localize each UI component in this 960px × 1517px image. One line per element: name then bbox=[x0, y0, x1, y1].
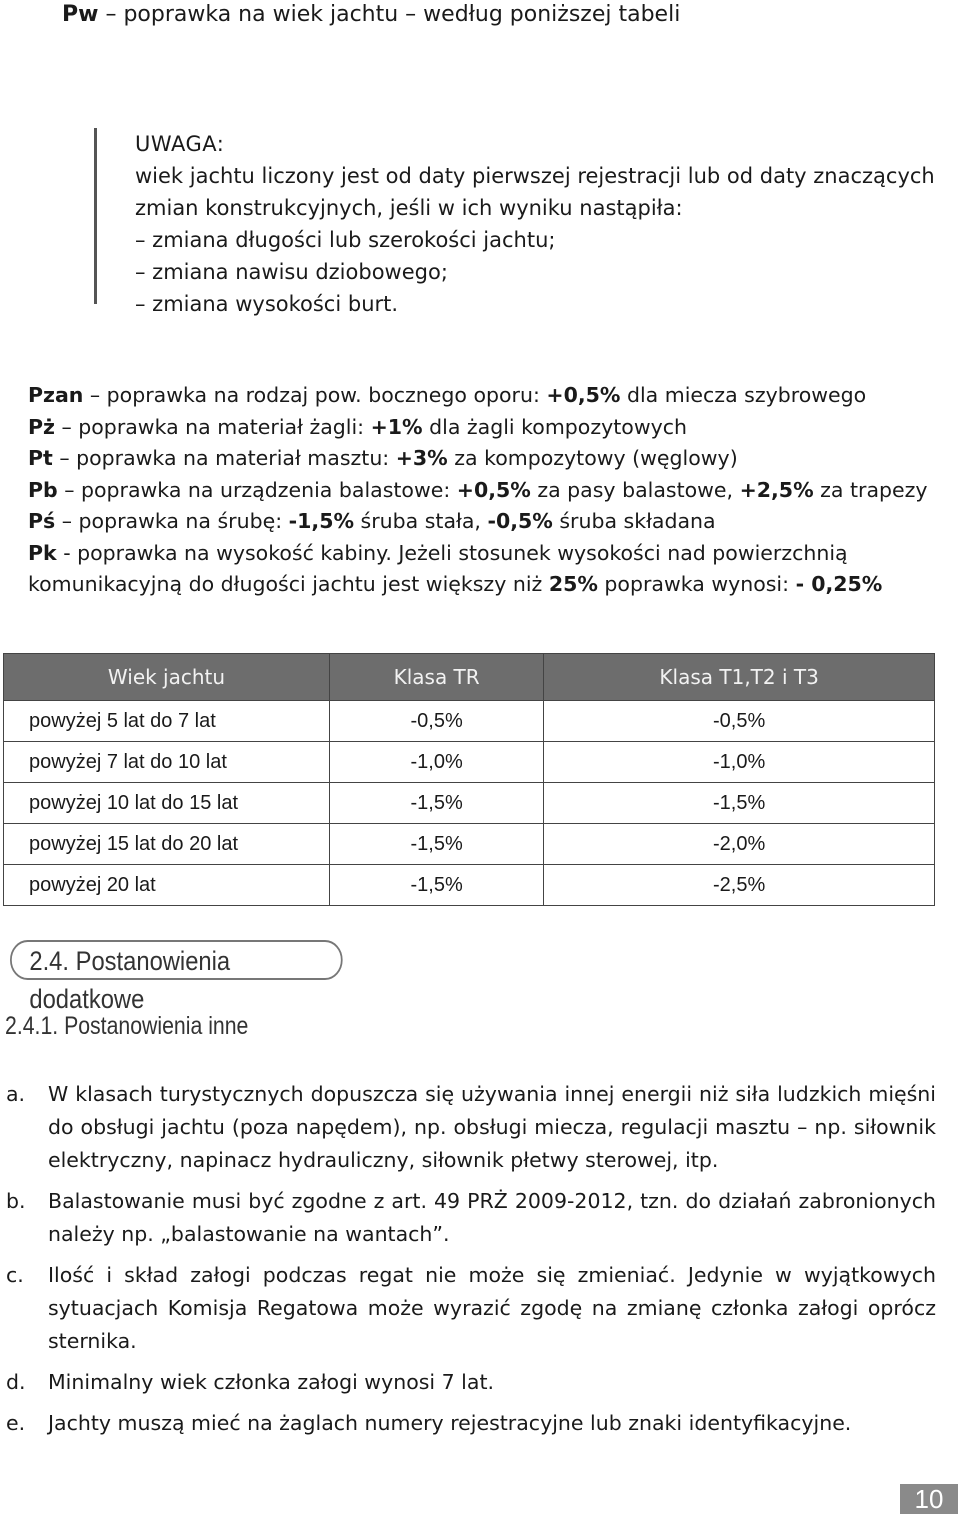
page-number: 10 bbox=[900, 1484, 958, 1514]
definition-code: Pt bbox=[28, 446, 53, 470]
note-line: – zmiana nawisu dziobowego; bbox=[135, 260, 448, 284]
definition-text: za pasy balastowe, bbox=[530, 477, 740, 502]
table-cell-age: powyżej 15 lat do 20 lat bbox=[4, 824, 330, 865]
definition-row bbox=[28, 412, 953, 444]
age-correction-heading bbox=[62, 0, 680, 30]
definition-text: – poprawka na rodzaj pow. bocznego oporu: bbox=[83, 383, 547, 407]
list-letter: d. bbox=[6, 1370, 26, 1394]
age-correction-table bbox=[3, 653, 935, 906]
list-text: Balastowanie musi być zgodne z art. 49 PRŻ 2009-2012, tzn. do działań zabronionych należy np. „balastowanie na wantach”. bbox=[48, 1189, 936, 1246]
table-row bbox=[4, 865, 935, 906]
note-line: – zmiana długości lub szerokości jachtu; bbox=[135, 228, 556, 252]
list-letter: e. bbox=[6, 1411, 26, 1435]
table-cell-age: powyżej 7 lat do 10 lat bbox=[4, 742, 330, 783]
table-cell-tr: -0,5% bbox=[330, 701, 544, 742]
definition-value: +2,5% bbox=[739, 477, 814, 502]
list-letter: a. bbox=[6, 1082, 26, 1106]
note-line: zmian konstrukcyjnych, jeśli w ich wyniku nastąpiła: bbox=[135, 196, 683, 220]
definition-text: śruba stała, bbox=[354, 509, 488, 533]
definition-value: +3% bbox=[395, 446, 448, 470]
table-row bbox=[4, 701, 935, 742]
definition-code: Pzan bbox=[28, 383, 84, 407]
list-text: Ilość i skład załogi podczas regat nie może się zmieniać. Jedynie w wyjątkowych sytuacjach Komisja Regatowa może wyrazić zgodę na zmianę członka załogi oprócz sternika. bbox=[48, 1263, 936, 1353]
list-letter: c. bbox=[6, 1263, 24, 1287]
note-title: UWAGA: bbox=[135, 132, 225, 156]
definition-text: za trapezy bbox=[813, 477, 928, 502]
provisions-list bbox=[6, 1078, 936, 1448]
definition-row bbox=[28, 380, 953, 412]
definition-text: - poprawka na wysokość kabiny. Jeżeli stosunek wysokości nad powierzchnią bbox=[56, 540, 848, 565]
table-cell-age: powyżej 20 lat bbox=[4, 865, 330, 906]
list-item bbox=[6, 1366, 936, 1399]
table-header-row bbox=[4, 654, 935, 701]
definition-row bbox=[28, 506, 953, 538]
definition-value: -1,5% bbox=[288, 509, 355, 533]
definition-text: za kompozytowy (węglowy) bbox=[447, 446, 738, 470]
list-letter: b. bbox=[6, 1189, 26, 1213]
definition-text: komunikacyjną do długości jachtu jest większy niż bbox=[28, 572, 549, 596]
definition-value: 25% bbox=[548, 572, 598, 596]
note-block bbox=[135, 128, 950, 320]
definition-code: Pb bbox=[28, 477, 58, 502]
table-cell-age: powyżej 5 lat do 7 lat bbox=[4, 701, 330, 742]
table-cell-age: powyżej 10 lat do 15 lat bbox=[4, 783, 330, 824]
list-text: Minimalny wiek członka załogi wynosi 7 lat. bbox=[48, 1370, 494, 1394]
table-row bbox=[4, 742, 935, 783]
definition-text: poprawka wynosi: bbox=[597, 572, 796, 596]
definition-code: Pk bbox=[28, 540, 57, 565]
list-item bbox=[6, 1185, 936, 1251]
list-item bbox=[6, 1407, 936, 1440]
definition-text: dla żagli kompozytowych bbox=[422, 414, 687, 439]
heading-code: Pw bbox=[62, 2, 99, 27]
definition-text: śruba składana bbox=[552, 509, 716, 533]
cabin-correction-row bbox=[28, 569, 953, 601]
note-line: – zmiana wysokości burt. bbox=[135, 292, 399, 316]
definition-value: -0,5% bbox=[487, 509, 553, 533]
definition-text: – poprawka na śrubę: bbox=[55, 509, 289, 533]
definition-text: dla miecza szybrowego bbox=[620, 383, 867, 407]
table-cell-t: -1,5% bbox=[544, 783, 935, 824]
heading-text: – poprawka na wiek jachtu – według poniższej tabeli bbox=[105, 2, 681, 27]
note-side-bar bbox=[94, 128, 97, 304]
table-cell-t: -0,5% bbox=[544, 701, 935, 742]
column-header-age: Wiek jachtu bbox=[4, 654, 330, 701]
table-cell-tr: -1,5% bbox=[330, 783, 544, 824]
table-row bbox=[4, 783, 935, 824]
definition-text: – poprawka na urządzenia balastowe: bbox=[57, 477, 457, 502]
definition-code: Pś bbox=[28, 509, 56, 533]
definition-text: – poprawka na materiał żagli: bbox=[54, 414, 371, 439]
subsection-title: 2.4.1. Postanowienia inne bbox=[5, 1012, 249, 1040]
table-cell-tr: -1,5% bbox=[330, 824, 544, 865]
list-text: W klasach turystycznych dopuszcza się używania innej energii niż siła ludzkich mięśni do obsługi jachtu (poza napędem), np. obsługi miecza, regulacji masztu – np. siłownik elektryczny, napinacz hydrauliczny, siłownik płetwy sterowej, itp. bbox=[48, 1082, 936, 1172]
note-line: wiek jachtu liczony jest od daty pierwszej rejestracji lub od daty znaczących bbox=[135, 164, 935, 188]
list-text: Jachty muszą mieć na żaglach numery rejestracyjne lub znaki identyfikacyjne. bbox=[48, 1411, 852, 1435]
column-header-class-tr: Klasa TR bbox=[330, 654, 544, 701]
section-title: 2.4. Postanowienia dodatkowe bbox=[10, 940, 343, 980]
definition-row bbox=[28, 475, 953, 507]
definition-value: +0,5% bbox=[456, 477, 531, 502]
cabin-correction-row bbox=[28, 538, 953, 570]
table-cell-t: -1,0% bbox=[544, 742, 935, 783]
list-item bbox=[6, 1259, 936, 1358]
table-cell-tr: -1,5% bbox=[330, 865, 544, 906]
column-header-class-t: Klasa T1,T2 i T3 bbox=[544, 654, 935, 701]
list-item bbox=[6, 1078, 936, 1177]
definition-text: – poprawka na materiał masztu: bbox=[52, 446, 396, 470]
definition-row bbox=[28, 443, 953, 475]
table-cell-t: -2,5% bbox=[544, 865, 935, 906]
correction-definitions bbox=[28, 380, 953, 601]
definition-value: +1% bbox=[370, 414, 423, 439]
definition-value: +0,5% bbox=[546, 383, 621, 407]
table-cell-t: -2,0% bbox=[544, 824, 935, 865]
definition-code: Pż bbox=[28, 414, 55, 439]
definition-value: - 0,25% bbox=[795, 572, 883, 596]
table-cell-tr: -1,0% bbox=[330, 742, 544, 783]
table-row bbox=[4, 824, 935, 865]
